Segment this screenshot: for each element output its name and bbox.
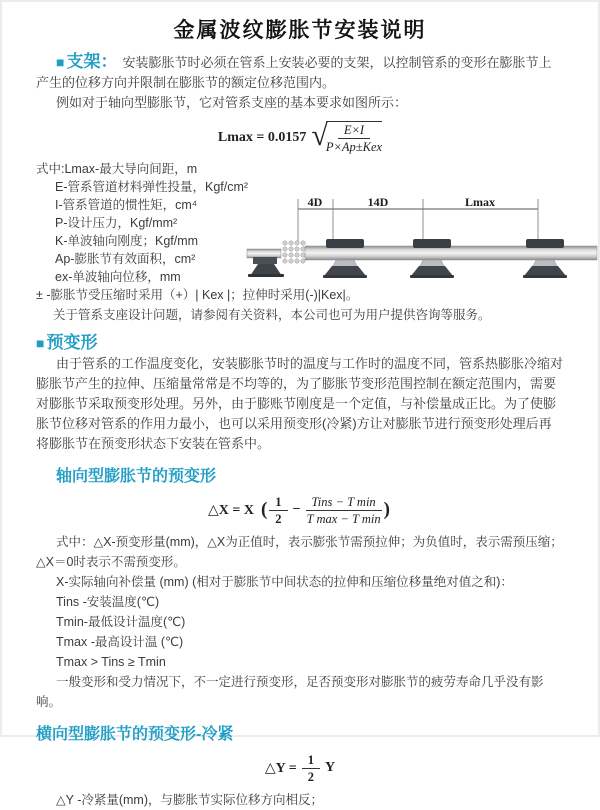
section-heading-preform: 预变形 (46, 333, 98, 352)
one-half-fraction (302, 752, 320, 784)
formula-lmax (36, 121, 564, 154)
half-numerator: 1 (302, 752, 320, 769)
axial-explain: 式中：△X-预变形量(mm)，△X为正值时，表示膨张节需预拉伸；为负值时，表示需预压缩；△X＝0时表示不需预变形。 (36, 535, 563, 569)
bellows-coils (283, 241, 305, 263)
axial-def-item: Tmax -最高设计温 (℃) (56, 635, 184, 649)
anchor-clamp (253, 257, 277, 264)
support-note: 关于管系支座设计问题，请参阅有关资料，本公司也可为用户提供咨询等服务。 (53, 308, 491, 322)
dim-label-4d: 4D (307, 195, 323, 209)
axial-note: 一般变形和受力情况下，不一定进行预变形，足否预变形对膨胀节的疲劳寿命几乎没有影响。 (36, 675, 544, 709)
lateral-explain: △Y -冷紧量(mm)，与膨胀节实际位移方向相反； (56, 793, 324, 807)
formula-dy-lhs: △Y = (264, 760, 297, 776)
dim-label-lmax: Lmax (465, 195, 495, 209)
radical-sign (311, 121, 382, 154)
preform-paragraph: 由于管系的工作温度变化，安装膨胀节时的温度与工作时的温度不同，管系热膨胀冷缩对膨胀节产生的拉伸、压缩量常常是不均等的，为了膨胀节变形范围控制在额定范围内，需要对膨胀节采取预变形处理。另外，由于膨账节刚度是一个定值，与补偿量成正比。为了使膨胀节位移对管系的作用力最小，也可以采用预变形(冷紧)方让对膨胀节进行预变形处理后再将膨胀节在预变形状态下安装在管系中。 (36, 356, 564, 451)
definition-item: 式中:Lmax-最大导向间距，m (36, 162, 198, 176)
subsection-heading-axial: 轴向型膨胀节的预变形 (56, 468, 217, 485)
anchor-base (248, 274, 284, 277)
formula-lmax-lhs: Lmax = 0.0157 (217, 129, 307, 145)
definition-item: I-管系管道的惯性矩，cm⁴ (55, 198, 198, 212)
minus-sign: − (292, 502, 301, 517)
preform-heading-row (36, 333, 564, 354)
pipe (305, 246, 597, 260)
subsection-heading-lateral: 横向型膨胀节的预变形-冷紧 (36, 726, 234, 743)
support-lead-text: 安装膨胀节时必须在管系上安装必要的支架，以控制管系的变形在膨胀节上产生的位移方向并限制在膨胀节的额定位移范围内。 (36, 55, 552, 90)
section-heading-support: 支架： (66, 52, 118, 71)
temperature-fraction (306, 494, 382, 526)
section-bullet-icon: ■ (56, 54, 65, 70)
definition-item: E-管系管道材料弹性投量，Kgf/cm² (55, 180, 249, 194)
section-bullet-icon: ■ (36, 335, 45, 351)
formula-lmax-numerator: E×I (338, 122, 370, 139)
support-lead-paragraph (36, 52, 564, 93)
formula-dy-rhs: Y (324, 760, 336, 775)
left-paren: ( (260, 499, 268, 520)
definition-item: P-设计压力，Kgf/mm² (55, 216, 178, 230)
half-denominator: 2 (307, 770, 314, 784)
page-title: 金属波纹膨胀节安装说明 (173, 19, 427, 42)
pipe-support-diagram (247, 196, 597, 280)
axial-def-item: Tins -安装温度(℃) (56, 595, 160, 609)
dim-label-14d: 14D (367, 195, 389, 209)
formula-delta-x (36, 494, 564, 526)
half-numerator: 1 (269, 494, 287, 511)
formula-dx-lhs: △X = X (208, 502, 254, 518)
formula-lmax-fraction (326, 121, 382, 154)
definition-item: K-单波轴向刚度；Kgf/mm (55, 234, 199, 248)
page-content (2, 52, 598, 810)
formula-dx-denominator: T max − T min (306, 512, 381, 526)
formula-delta-y (36, 752, 564, 784)
axial-def-item: Tmax > Tins ≥ Tmin (56, 655, 166, 669)
support-example-line: 例如对于轴向型膨胀节，它对管系支座的基本要求如图所示： (56, 95, 408, 110)
axial-def-item: Tmin-最低设计温度(℃) (56, 615, 186, 629)
axial-def-item: X-实际轴向补偿量 (mm) (相对于膨胀节中间状态的拉伸和压缩位移量绝对值之和)： (56, 575, 513, 589)
definition-item: ± -膨胀节受压缩时采用（+）| Kex |；拉伸时采用(-)|Kex|。 (36, 288, 359, 302)
right-paren: ) (383, 499, 390, 520)
formula-lmax-denominator: P×Ap±Kex (325, 140, 383, 154)
half-denominator: 2 (275, 512, 282, 526)
one-half-fraction (269, 494, 287, 526)
definition-item: ex-单波轴向位移，mm (55, 270, 181, 284)
definition-item: Ap-膨胀节有效面积，cm² (55, 252, 196, 266)
pipe-stub (247, 249, 281, 258)
sqrt-icon: √ (311, 119, 328, 152)
formula-dx-numerator: Tins − T min (306, 494, 382, 511)
